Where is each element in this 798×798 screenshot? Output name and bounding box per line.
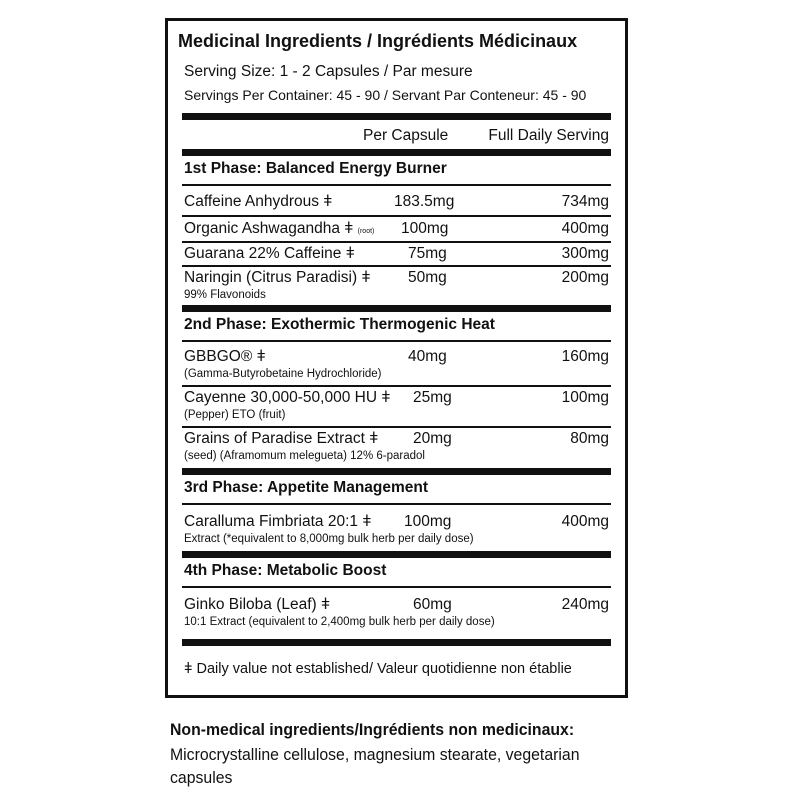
ingredient-name: Naringin (Citrus Paradisi) ǂ bbox=[184, 269, 371, 286]
divider-thick bbox=[182, 305, 611, 312]
divider-thin bbox=[182, 184, 611, 186]
ingredient-name: Cayenne 30,000-50,000 HU ǂ bbox=[184, 389, 391, 406]
per-capsule-value: 25mg bbox=[413, 389, 452, 406]
per-capsule-value: 75mg bbox=[408, 245, 447, 262]
daily-value: 80mg bbox=[570, 430, 609, 447]
serving-size: Serving Size: 1 - 2 Capsules / Par mesure bbox=[184, 63, 473, 80]
non-medicinal-list: Microcrystalline cellulose, magnesium stearate, vegetarian capsules bbox=[170, 745, 580, 787]
per-capsule-value: 183.5mg bbox=[394, 193, 455, 210]
ingredient-subtext: Extract (*equivalent to 8,000mg bulk herb per daily dose) bbox=[184, 533, 474, 545]
ingredient-name: Ginko Biloba (Leaf) ǂ bbox=[184, 596, 331, 613]
divider-thick bbox=[182, 551, 611, 558]
ingredient-name: Organic Ashwagandha ǂ (root) bbox=[184, 220, 375, 237]
ingredient-subtext: 10:1 Extract (equivalent to 2,400mg bulk herb per daily dose) bbox=[184, 616, 495, 628]
non-medicinal-title: Non-medical ingredients/Ingrédients non medicinaux: bbox=[170, 720, 575, 739]
ingredient-name: GBBGO® ǂ bbox=[184, 348, 266, 365]
ingredient-name: Caralluma Fimbriata 20:1 ǂ bbox=[184, 513, 372, 530]
per-capsule-value: 40mg bbox=[408, 348, 447, 365]
ingredient-name: Caffeine Anhydrous ǂ bbox=[184, 193, 333, 210]
divider-thin bbox=[182, 265, 611, 267]
daily-value: 240mg bbox=[561, 596, 609, 613]
divider-thick bbox=[182, 468, 611, 475]
supplement-facts-panel bbox=[165, 18, 628, 698]
daily-value: 160mg bbox=[561, 348, 609, 365]
phase-4-title: 4th Phase: Metabolic Boost bbox=[184, 562, 387, 579]
daily-value: 300mg bbox=[561, 245, 609, 262]
daily-value: 400mg bbox=[561, 513, 609, 530]
phase-1-title: 1st Phase: Balanced Energy Burner bbox=[184, 160, 447, 177]
per-capsule-value: 20mg bbox=[413, 430, 452, 447]
divider-thin bbox=[182, 215, 611, 217]
col-header-full-daily: Full Daily Serving bbox=[488, 127, 609, 144]
divider-thin bbox=[182, 426, 611, 428]
divider-thin bbox=[182, 340, 611, 342]
daily-value: 734mg bbox=[561, 193, 609, 210]
divider-thin bbox=[182, 586, 611, 588]
divider-thin bbox=[182, 385, 611, 387]
col-header-per-capsule: Per Capsule bbox=[363, 127, 449, 144]
ingredient-name: Grains of Paradise Extract ǂ bbox=[184, 430, 379, 447]
daily-value: 200mg bbox=[561, 269, 609, 286]
divider-thin bbox=[182, 503, 611, 505]
servings-per-container: Servings Per Container: 45 - 90 / Servant Par Conteneur: 45 - 90 bbox=[184, 87, 587, 103]
ingredient-name: Guarana 22% Caffeine ǂ bbox=[184, 245, 355, 262]
daily-value: 400mg bbox=[561, 220, 609, 237]
phase-2-title: 2nd Phase: Exothermic Thermogenic Heat bbox=[184, 316, 495, 333]
daily-value: 100mg bbox=[561, 389, 609, 406]
per-capsule-value: 100mg bbox=[404, 513, 452, 530]
per-capsule-value: 100mg bbox=[401, 220, 449, 237]
ingredient-subtext: (Gamma-Butyrobetaine Hydrochloride) bbox=[184, 368, 382, 380]
panel-title: Medicinal Ingredients / Ingrédients Médicinaux bbox=[178, 31, 578, 51]
phase-3-title: 3rd Phase: Appetite Management bbox=[184, 479, 429, 496]
divider-thick bbox=[182, 639, 611, 646]
divider-thin bbox=[182, 241, 611, 243]
ingredient-subtext: (Pepper) ETO (fruit) bbox=[184, 409, 286, 421]
ingredient-subtext: (seed) (Aframomum melegueta) 12% 6-paradol bbox=[184, 450, 425, 462]
per-capsule-value: 60mg bbox=[413, 596, 452, 613]
divider-thick bbox=[182, 149, 611, 156]
divider-thick bbox=[182, 113, 611, 120]
ingredient-note: (root) bbox=[357, 228, 375, 235]
per-capsule-value: 50mg bbox=[408, 269, 447, 286]
ingredient-subtext: 99% Flavonoids bbox=[184, 289, 266, 301]
footnote: ǂ Daily value not established/ Valeur quotidienne non établie bbox=[184, 661, 572, 677]
